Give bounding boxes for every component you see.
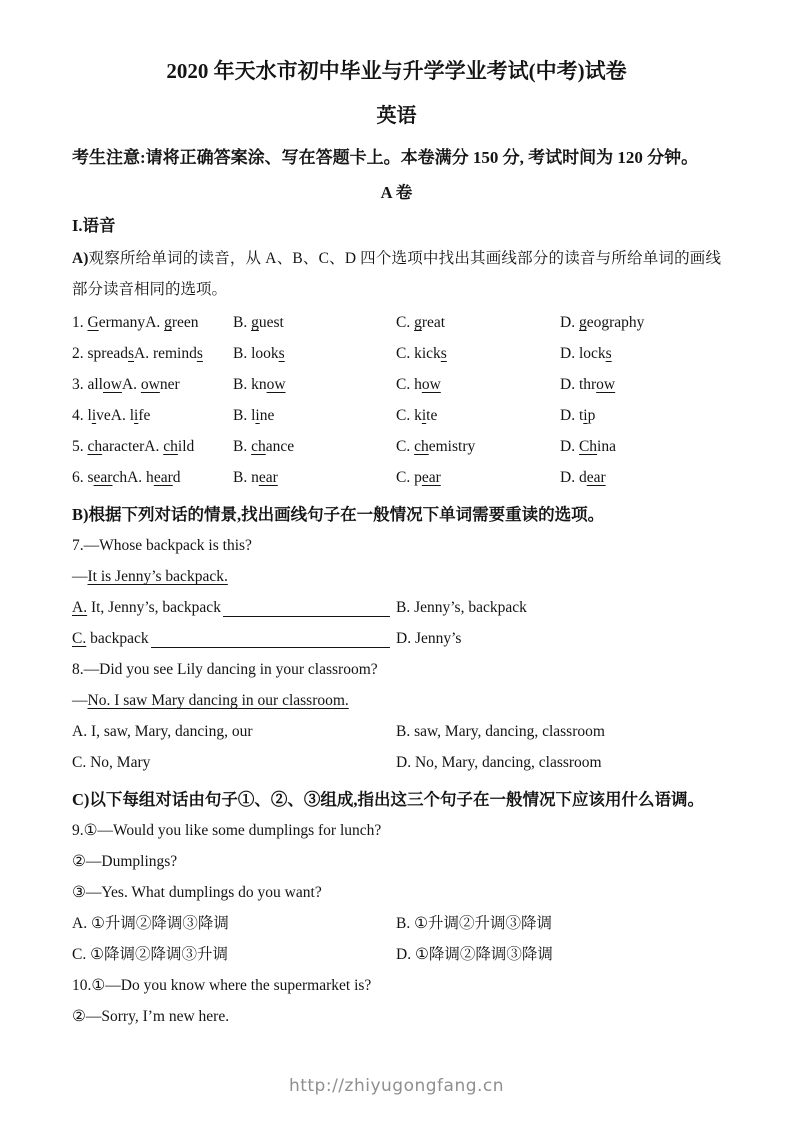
option-d: D. throw [560, 376, 616, 393]
question-8-options-row-2 [72, 747, 721, 778]
option-b: B. ①升调②升调③降调 [396, 915, 552, 932]
page-title: 2020 年天水市初中毕业与升学学业考试(中考)试卷 [166, 59, 627, 83]
question-7-line1: 7.—Whose backpack is this? [72, 537, 252, 554]
question-9-line3: ③—Yes. What dumplings do you want? [72, 884, 322, 901]
question-8-line1: 8.—Did you see Lily dancing in your classroom? [72, 661, 378, 678]
option-d: D. tip [560, 407, 596, 424]
phonetic-question-row-2 [72, 338, 721, 369]
question-7-options-row-1 [72, 592, 721, 623]
part-c-heading: C)以下每组对话由句子①、②、③组成,指出这三个句子在一般情况下应该用什么语调。 [72, 790, 705, 809]
question-word: 6. searchA. heard [72, 469, 181, 486]
question-10-line1: 10.①—Do you know where the supermarket is? [72, 977, 372, 994]
option-b: B. near [233, 469, 278, 486]
option-c: C. great [396, 314, 446, 331]
option-a: A. I, saw, Mary, dancing, our [72, 723, 253, 740]
subject-title: 英语 [376, 105, 417, 127]
phonetic-question-row-5 [72, 431, 721, 462]
option-c: C. chemistry [396, 438, 476, 455]
option-c: C. backpack [72, 623, 396, 654]
option-c: C. pear [396, 469, 441, 486]
question-7-options-row-2 [72, 623, 721, 654]
part-a-instructions: A)观察所给单词的读音，从 A、B、C、D 四个选项中找出其画线部分的读音与所给单词的画线部分读音相同的选项。 [72, 250, 721, 298]
blank-answer-line [151, 623, 390, 648]
question-9-options-row-2 [72, 939, 721, 970]
watermark-url: http://zhiyugongfang.cn [288, 1076, 505, 1096]
question-7-answer-sentence: —It is Jenny’s backpack. [72, 568, 228, 585]
option-a: A. It, Jenny’s, backpack [72, 592, 396, 623]
phonetic-question-row-4 [72, 400, 721, 431]
question-word: 1. GermanyA. green [72, 314, 199, 331]
option-d: D. dear [560, 469, 606, 486]
option-c: C. ①降调②降调③升调 [72, 946, 228, 963]
question-10-line2: ②—Sorry, I’m new here. [72, 1008, 230, 1025]
option-b: B. Jenny’s, backpack [396, 599, 527, 616]
option-b: B. saw, Mary, dancing, classroom [396, 723, 605, 740]
phonetic-question-row-6 [72, 462, 721, 493]
part-b-heading: B)根据下列对话的情景,找出画线句子在一般情况下单词需要重读的选项。 [72, 505, 605, 524]
question-word: 5. characterA. child [72, 438, 195, 455]
section-heading-phonetics: I.语音 [72, 216, 116, 235]
option-b: B. know [233, 376, 286, 393]
question-word: 3. allowA. owner [72, 376, 180, 393]
option-b: B. looks [233, 345, 285, 362]
option-d: D. China [560, 438, 616, 455]
phonetic-question-row-1 [72, 307, 721, 338]
exam-notice: 考生注意:请将正确答案涂、写在答题卡上。本卷满分 150 分, 考试时间为 120 分钟。 [72, 148, 699, 167]
question-word: 4. liveA. life [72, 407, 151, 424]
option-c: C. kite [396, 407, 438, 424]
phonetic-question-row-3 [72, 369, 721, 400]
option-c: C. how [396, 376, 441, 393]
question-9-line2: ②—Dumplings? [72, 853, 178, 870]
question-9-line1: 9.①—Would you like some dumplings for lunch? [72, 822, 382, 839]
question-8-options-row-1 [72, 716, 721, 747]
option-d: D. Jenny’s [396, 630, 462, 647]
question-9-options-row-1 [72, 908, 721, 939]
option-a: A. ①升调②降调③降调 [72, 915, 229, 932]
option-c: C. No, Mary [72, 754, 151, 771]
phonetic-question-table [72, 307, 721, 493]
question-word: 2. spreadsA. reminds [72, 345, 203, 362]
option-b: B. line [233, 407, 275, 424]
option-d: D. geography [560, 314, 645, 331]
option-b: B. chance [233, 438, 295, 455]
option-d: D. No, Mary, dancing, classroom [396, 754, 602, 771]
option-b: B. guest [233, 314, 284, 331]
option-d: D. ①降调②降调③降调 [396, 946, 553, 963]
option-c: C. kicks [396, 345, 447, 362]
question-8-answer-sentence: —No. I saw Mary dancing in our classroom. [72, 692, 349, 709]
option-d: D. locks [560, 345, 612, 362]
blank-answer-line [223, 592, 390, 617]
paper-a-label: A 卷 [380, 183, 413, 202]
